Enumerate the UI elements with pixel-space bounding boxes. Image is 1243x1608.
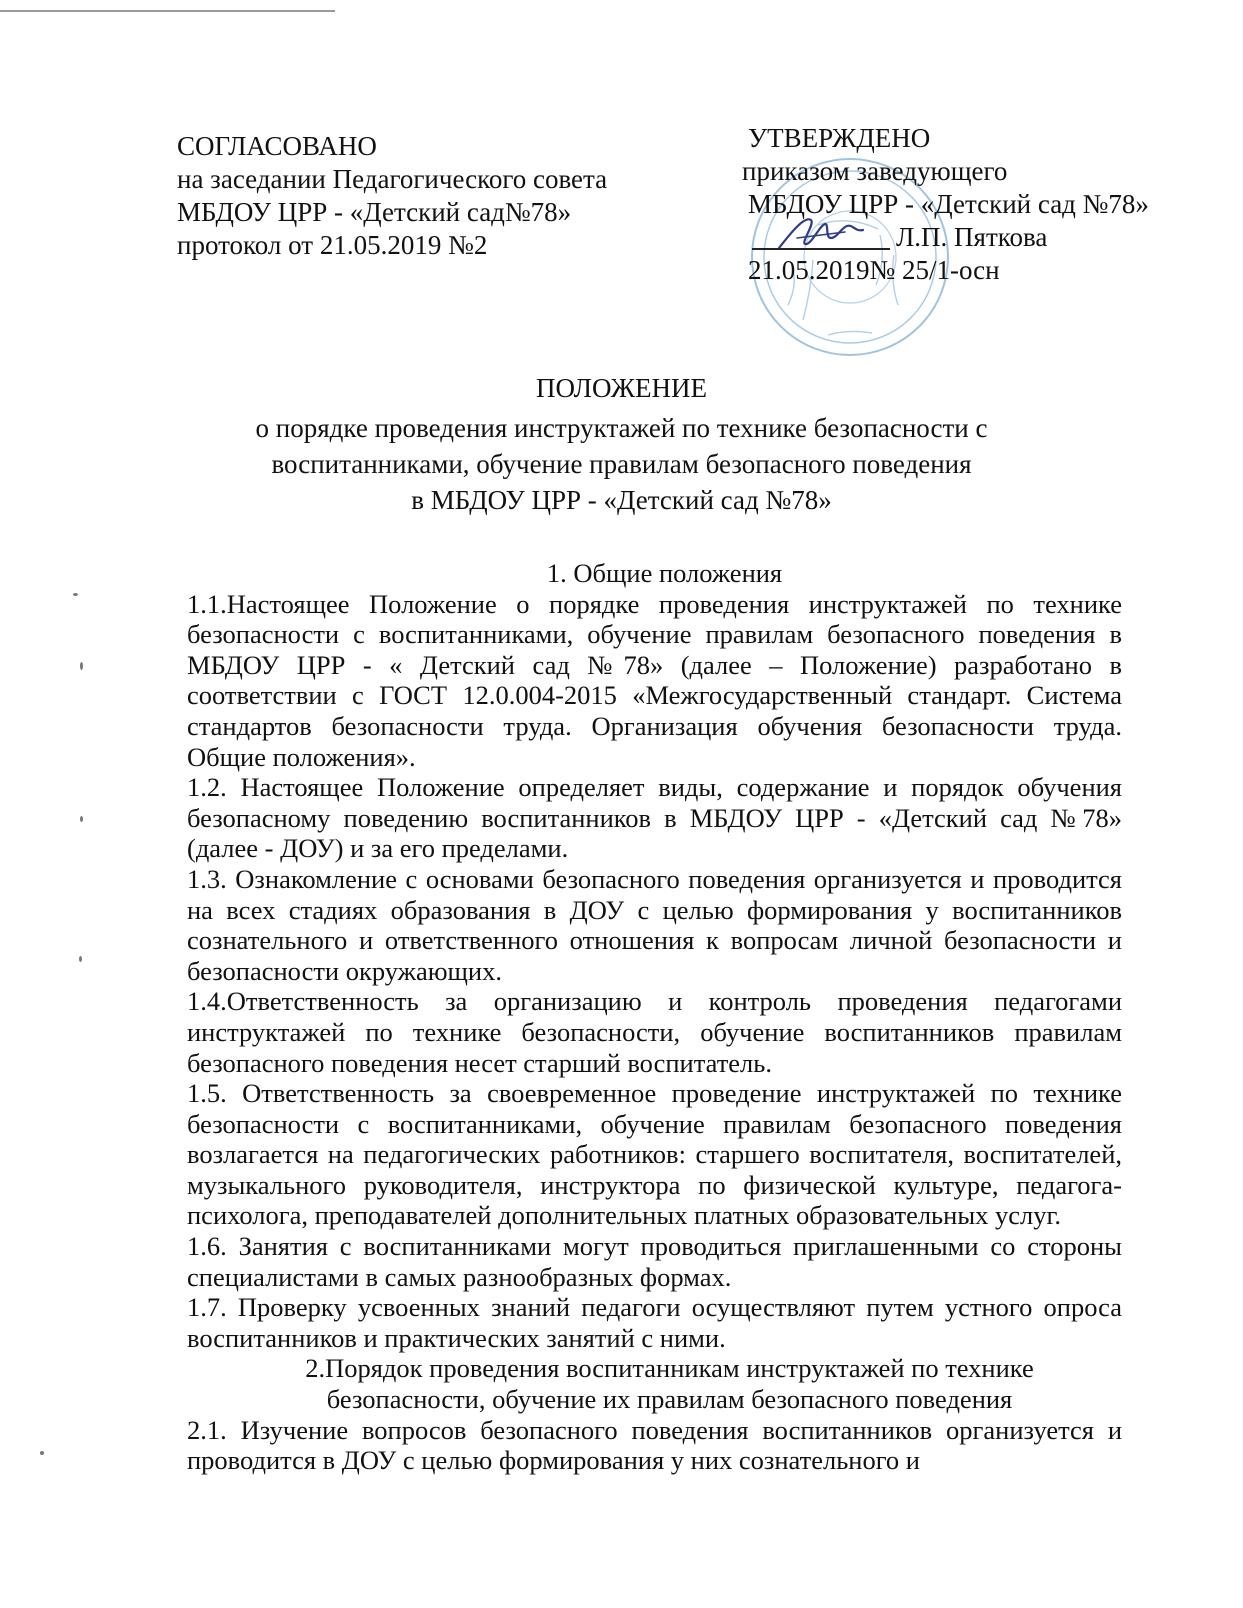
title-line: воспитанниками, обучение правилам безопасного поведения [271,449,972,479]
title-line: о порядке проведения инструктажей по технике безопасности с [255,413,988,443]
scan-speck [79,956,82,962]
title-main: ПОЛОЖЕНИЕ [536,373,707,403]
paragraph: 1.1.Настоящее Положение о порядке проведения инструктажей по технике безопасности с воспитанниками, обучение правилам безопасного поведения в МБДОУ ЦРР - « Детский сад №78» (далее – Положение) разработано в соответствии с ГОСТ 12.0.004-2015 «Межгосударственный стандарт. Система стандартов безопасности труда. Организация обучения безопасности труда. Общие положения». [187,588,1122,772]
signature-line [752,248,890,250]
document-body [187,558,1122,1476]
approval-left-block [177,130,607,262]
paragraph: 1.6. Занятия с воспитанниками могут проводиться приглашенными со стороны специалистами в самых разнообразных формах. [187,1231,1122,1292]
approval-left-line: на заседании Педагогического совета [177,164,608,194]
approval-left-heading: СОГЛАСОВАНО [177,131,377,161]
approval-right-line: МБДОУ ЦРР - «Детский сад №78» [748,189,1149,219]
section1-heading: 1. Общие положения [546,558,783,588]
approval-right-heading: УТВЕРЖДЕНО [748,123,931,153]
signatory-name: Л.П. Пяткова [896,222,1048,252]
paragraph: 1.7. Проверку усвоенных знаний педагоги осуществляют путем устного опроса воспитанников и практических занятий с ними. [187,1292,1122,1353]
scan-edge-line [0,10,335,12]
paragraph: 1.4.Ответственность за организацию и контроль проведения педагогами инструктажей по технике безопасности, обучение воспитанников правилам безопасного поведения несет старший воспитатель. [187,986,1122,1078]
paragraph: 1.3. Ознакомление с основами безопасного поведения организуется и проводится на всех стадиях образования в ДОУ с целью формирования у воспитанников сознательного и ответственного отношения к вопросам личной безопасности и безопасности окружающих. [187,863,1122,986]
document-title [0,370,1243,518]
paragraph: 2.1. Изучение вопросов безопасного поведения воспитанников организуется и проводится в ДОУ с целью формирования у них сознательного и [187,1414,1122,1476]
approval-right-line: приказом заведующего [742,156,1008,186]
approval-left-line: протокол от 21.05.2019 №2 [177,230,488,260]
scan-speck [73,593,78,596]
section2-heading: безопасности, обучение их правилам безопасного поведения [326,1384,1013,1415]
approval-left-line: МБДОУ ЦРР - «Детский сад№78» [177,197,572,227]
scan-speck [40,1451,44,1455]
section2-heading: 2.Порядок проведения воспитанникам инструктажей по технике [305,1353,1034,1384]
paragraph: 1.2. Настоящее Положение определяет виды, содержание и порядок обучения безопасному поведению воспитанников в МБДОУ ЦРР - «Детский сад №78» (далее - ДОУ) и за его пределами. [187,772,1122,864]
scan-speck [80,816,83,822]
paragraph: 1.5. Ответственность за своевременное проведение инструктажей по технике безопасности с воспитанниками, обучение правилам безопасного поведения возлагается на педагогических работников: старшего воспитателя, воспитателей, музыкального руководителя, инструктора по физической культуре, педагога- психолога, преподавателей дополнительных платных образовательных услуг. [187,1078,1122,1231]
approval-right-block [742,122,1149,287]
title-line: в МБДОУ ЦРР - «Детский сад №78» [411,485,832,515]
order-number: 21.05.2019№ 25/1-осн [748,255,1000,285]
scan-speck [80,662,83,670]
